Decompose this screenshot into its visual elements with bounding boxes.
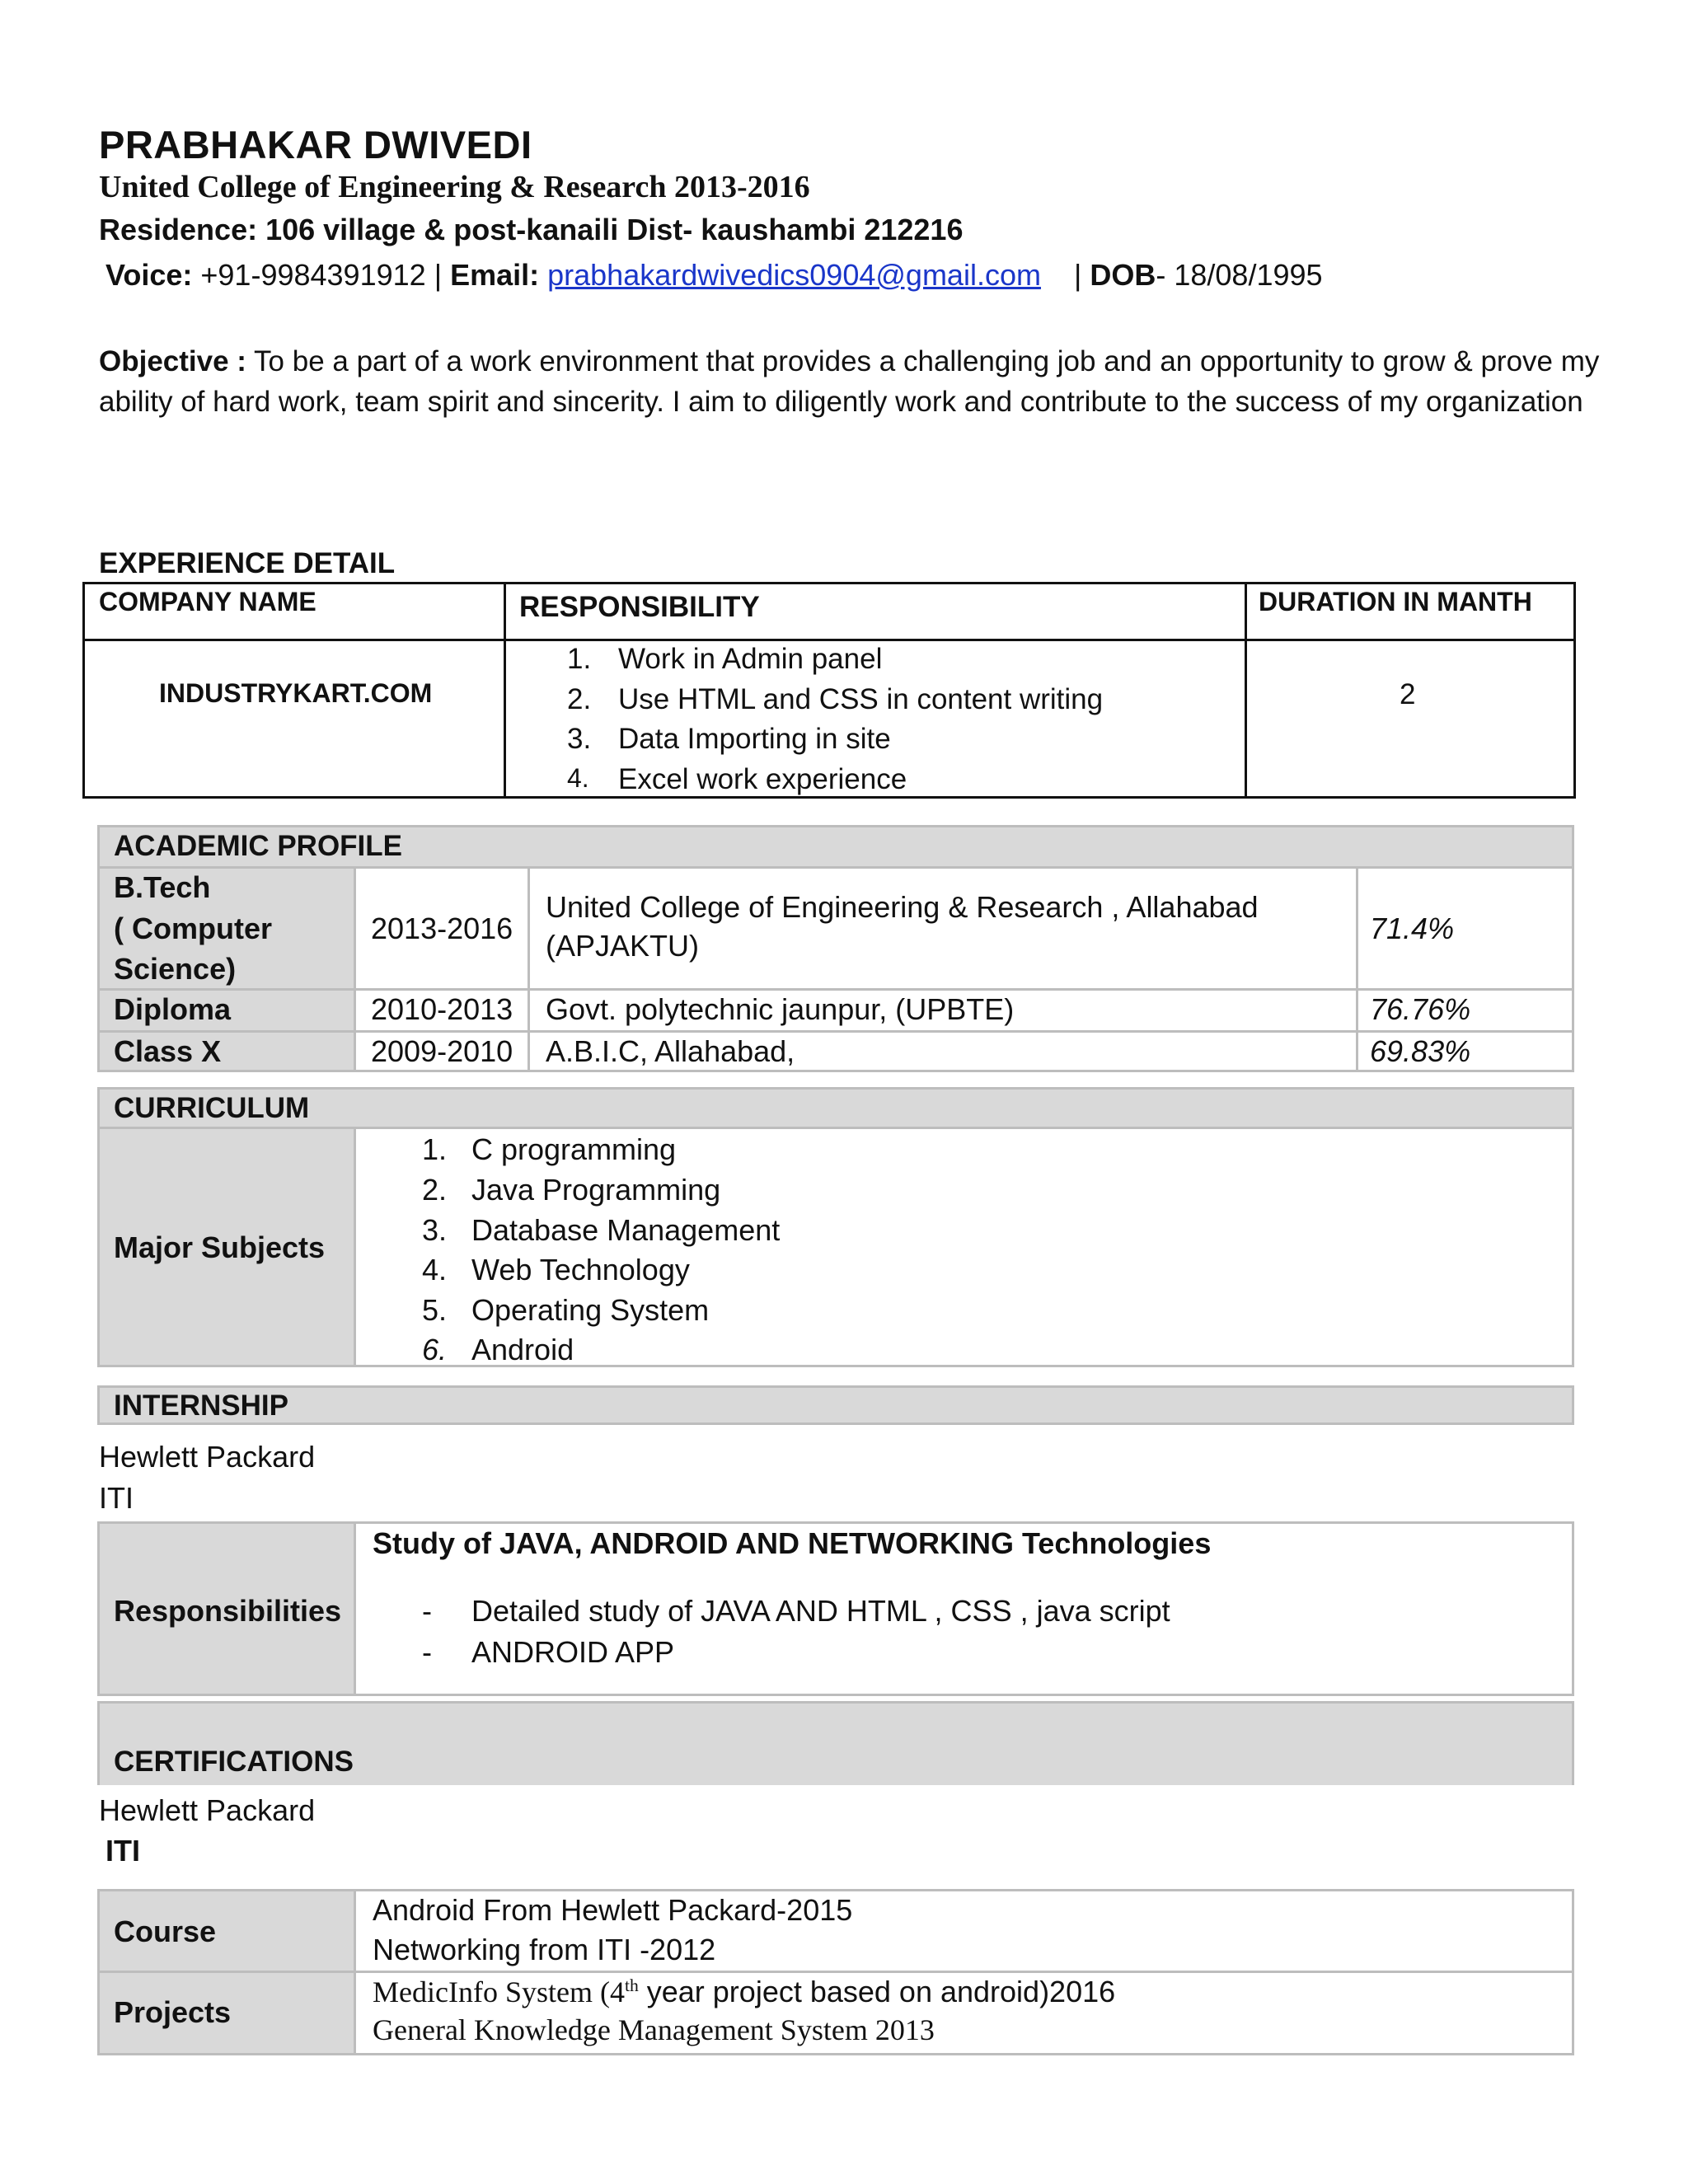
subject-item: Java Programming [471,1173,721,1207]
degree-btech-line3: Science) [114,952,237,986]
curriculum-title: CURRICULUM [114,1092,310,1124]
email-label: Email: [450,258,540,292]
dob-value: - 18/08/1995 [1156,258,1323,292]
subject-item: Android [471,1333,574,1366]
residence-label: Residence: [99,213,258,246]
separator: | [434,258,443,292]
score-classx: 69.83% [1370,1034,1471,1068]
project-item: General Knowledge Management System 2013 [373,2013,935,2046]
academic-title: ACADEMIC PROFILE [114,830,402,862]
objective-label: Objective : [99,345,246,377]
certifications-title: CERTIFICATIONS [114,1746,354,1778]
projects-label: Projects [114,1995,232,2029]
residence-value: 106 village & post-kanaili Dist- kaushambi 212216 [265,213,964,246]
institute-btech-line2: (APJAKTU) [546,929,700,963]
col-duration: DURATION IN MANTH [1259,587,1532,616]
subject-num: 4. [422,1253,448,1286]
subject-num: 6. [422,1333,448,1366]
internship-org: ITI [99,1481,134,1515]
voice-label: Voice: [106,258,193,292]
candidate-name: PRABHAKAR DWIVEDI [99,123,532,166]
duration-value: 2 [1400,678,1416,710]
col-responsibility: RESPONSIBILITY [519,591,760,623]
course-label: Course [114,1915,217,1948]
subject-item: C programming [471,1132,677,1166]
internship-title: INTERNSHIP [114,1390,288,1422]
objective-text: To be a part of a work environment that provides a challenging job and an opportunity to grow & prove my ability of hard work, team spirit and sincerity. I aim to diligently work and contribute to the success of my organization [99,345,1600,418]
dash: - [422,1594,432,1628]
company-name: INDUSTRYKART.COM [159,678,433,708]
subject-item: Operating System [471,1293,710,1327]
dob-label: DOB [1090,258,1156,292]
institute-btech: United College of Engineering & Research , Allahabad [546,890,1259,924]
college-line: United College of Engineering & Research 2013-2016 [99,170,810,204]
objective [99,341,1607,422]
resp-item: Use HTML and CSS in content writing [618,683,1104,715]
degree-btech: B.Tech [114,870,211,904]
internship-heading: Study of JAVA, ANDROID AND NETWORKING Technologies [373,1526,1212,1560]
email-link[interactable]: prabhakardwivedics0904@gmail.com [547,258,1041,292]
dash: - [422,1635,432,1669]
subject-num: 2. [422,1173,448,1207]
resp-num: 4. [567,763,589,793]
resp-num: 2. [567,683,592,715]
col-company-name: COMPANY NAME [99,587,316,616]
degree-btech-line2: ( Computer [114,912,272,945]
internship-org: Hewlett Packard [99,1440,316,1474]
institute-diploma: Govt. polytechnic jaunpur, (UPBTE) [546,992,1015,1026]
internship-item: Detailed study of JAVA AND HTML , CSS , java script [471,1594,1170,1628]
responsibilities-label: Responsibilities [114,1594,342,1628]
subject-num: 1. [422,1132,448,1166]
years-btech: 2013-2016 [371,912,513,945]
contact-line [106,258,1323,293]
years-diploma: 2010-2013 [371,992,513,1026]
project-text: MedicInfo System (4 [373,1975,625,2008]
subject-item: Web Technology [471,1253,690,1286]
cert-org: Hewlett Packard [99,1793,316,1827]
resp-item: Work in Admin panel [618,643,883,675]
separator: | [1073,258,1082,292]
voice-value: +91-9984391912 [200,258,426,292]
degree-classx: Class X [114,1034,222,1068]
score-btech: 71.4% [1370,912,1455,945]
degree-diploma: Diploma [114,992,232,1026]
subject-num: 5. [422,1293,448,1327]
major-subjects-label: Major Subjects [114,1230,326,1264]
internship-item: ANDROID APP [471,1635,675,1669]
project-item [373,1975,1115,2009]
resp-num: 3. [567,723,592,755]
residence-line [99,213,963,247]
project-text: year project based on android)2016 [638,1975,1116,2008]
experience-title: EXPERIENCE DETAIL [99,547,396,579]
score-diploma: 76.76% [1370,992,1471,1026]
subject-item: Database Management [471,1213,781,1247]
resp-item: Excel work experience [618,763,907,795]
years-classx: 2009-2010 [371,1034,513,1068]
resp-item: Data Importing in site [618,723,891,755]
subject-num: 3. [422,1213,448,1247]
cert-org: ITI [106,1834,140,1868]
institute-classx: A.B.I.C, Allahabad, [546,1034,795,1068]
course-item: Android From Hewlett Packard-2015 [373,1893,853,1927]
project-sup: th [624,1975,639,1995]
course-item: Networking from ITI -2012 [373,1933,716,1966]
resp-num: 1. [567,643,592,675]
